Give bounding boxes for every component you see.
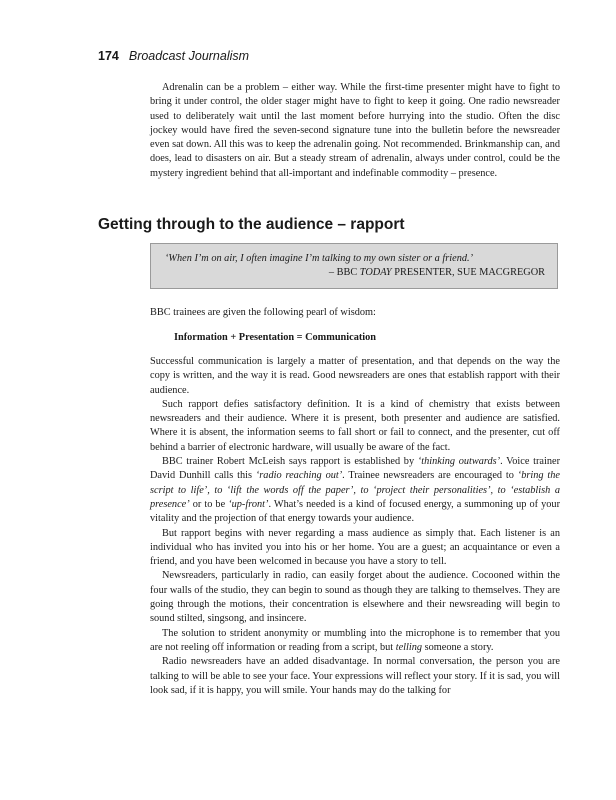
paragraph-3: BBC trainer Robert McLeish says rapport is established by ‘thinking outwards’. Voice trainer David Dunhill calls this ‘radio reaching out’. Trainee newsreaders are encouraged to ‘bring the script to life’, to ‘lift the words off the paper’, to ‘project their personalities’, to ‘establish a presence’ or to be ‘up-front’. What’s needed is a kind of focused energy, a summoning up of your vitality and the projection of that energy towards your audience.	[150, 456, 560, 525]
trainees-line: BBC trainees are given the following pearl of wisdom:	[150, 307, 376, 318]
communication-formula: Information + Presentation = Communication	[174, 332, 377, 343]
page-number: 174	[98, 49, 119, 63]
paragraph-7: Radio newsreaders have an added disadvantage. In normal conversation, the person you are talking to will be able to see your face. Your expressions will reflect your story. If it is sad, you will look sad, if it is happy, you will smile. Your hands may do the talking for	[150, 656, 560, 696]
paragraph-6: The solution to strident anonymity or mumbling into the microphone is to remember that you are not reeling off information or reading from a script, but telling someone a story.	[150, 627, 560, 653]
running-header	[98, 48, 249, 64]
paragraph-5: Newsreaders, particularly in radio, can easily forget about the audience. Cocooned within the four walls of the studio, they can begin to sound as though they are talking to themselves. They are going through the motions, their concentration is elsewhere and their newsreading will begin to sound stilted, singsong, and insincere.	[150, 570, 560, 625]
intro-paragraph: Adrenalin can be a problem – either way. While the first-time presenter might have to fight to bring it under control, the older stager might have to fight to keep it going. One radio newsreader used to deliberately wait until the last moment before hurrying into the studio. Often the disc jockey would have fired the seven-second signature tune into the bulletin before the newsreader even sat down. All this was to keep the adrenalin going. Not recommended. Brinkmanship can, and does, lead to disasters on air. But a steady stream of adrenalin, always under control, could be the mystery ingredient behind that all-important and indefinable commodity – presence.	[150, 82, 560, 179]
pull-quote-box	[150, 243, 558, 289]
paragraph-4: But rapport begins with never regarding a mass audience as simply that. Each listener is an individual who has invited you into his or her home. You are a guest; an acquaintance or even a friend, and you have been welcomed in because you have a story to tell.	[150, 527, 560, 568]
paragraph-2: Such rapport defies satisfactory definition. It is a kind of chemistry that exists between newsreaders and their audience. Where it is present, both presenter and audience are satisfied. Where it is absent, the information seems to fall short or fail to connect, and the presenter, cut off behind a barrier of electronic hardware, will usually be aware of the fact.	[150, 398, 560, 453]
section-heading: Getting through to the audience – rapport	[98, 216, 405, 233]
body-text	[150, 355, 560, 698]
quote-text: ‘When I’m on air, I often imagine I’m talking to my own sister or a friend.’	[165, 253, 474, 264]
paragraph-1: Successful communication is largely a matter of presentation, and that depends on the way the copy is written, and the way it is read. Good newsreaders are ones that establish rapport with their audience.	[150, 356, 560, 396]
quote-attribution: – BBC TODAY PRESENTER, SUE MACGREGOR	[328, 267, 545, 278]
running-title: Broadcast Journalism	[128, 49, 250, 63]
intro-paragraph-block	[150, 81, 560, 181]
